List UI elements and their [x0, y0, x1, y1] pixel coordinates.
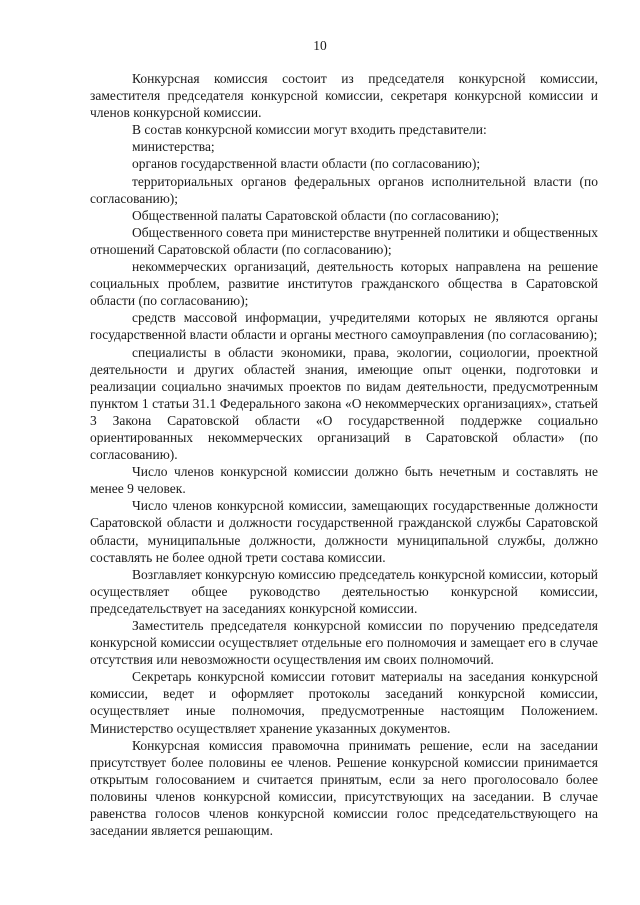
paragraph-chairman: Возглавляет конкурсную комиссию председатель конкурсной комиссии, который осуществляет общее руководство деятельностью конкурсной комиссии, председательствует на заседаниях конкурсной комиссии.	[90, 566, 598, 616]
paragraph-officials-share: Число членов конкурсной комиссии, замещающих государственные должности Саратовской области и должности государственной гражданской службы Саратовской области, муниципальные должности, должности муниципальной службы, должно составлять не более одной трети состава комиссии.	[90, 498, 598, 565]
list-item-mass-media: средств массовой информации, учредителями которых не являются органы государственной власти области и органы местного самоуправления (по согласованию);	[90, 310, 598, 343]
paragraph-representatives-intro: В состав конкурсной комиссии могут входить представители:	[132, 122, 487, 138]
list-item-specialists: специалисты в области экономики, права, экологии, социологии, проектной деятельности и других областей знания, имеющие опыт оценки, подготовки и реализации социально значимых проектов по видам деятельности, предусмотренным пунктом 1 статьи 31.1 Федерального закона «О некоммерческих организациях», статьей 3 Закона Саратовской области «О государственной поддержке социально ориентированных некоммерческих организаций в Саратовской области» (по согласованию).	[90, 344, 598, 463]
list-item-ministry: министерства;	[132, 139, 215, 155]
paragraph-quorum-voting: Конкурсная комиссия правомочна принимать решение, если на заседании присутствует более половины ее членов. Решение конкурсной комиссии принимается открытым голосованием и считается принятым, если за него проголосовало более половины членов конкурсной комиссии, присутствующих на заседании. В случае равенства голосов членов конкурсной комиссии голос председательствующего на заседании является решающим.	[90, 737, 598, 839]
paragraph-member-count: Число членов конкурсной комиссии должно быть нечетным и составлять не менее 9 человек.	[90, 464, 598, 497]
list-item-nonprofits: некоммерческих организаций, деятельность которых направлена на решение социальных проблем, развитие институтов гражданского общества в Саратовской области (по согласованию);	[90, 259, 598, 309]
paragraph-commission-composition: Конкурсная комиссия состоит из председателя конкурсной комиссии, заместителя председателя конкурсной комиссии, секретаря конкурсной комиссии и членов конкурсной комиссии.	[90, 71, 598, 121]
paragraph-secretary: Секретарь конкурсной комиссии готовит материалы на заседания конкурсной комиссии, ведет и оформляет протоколы заседаний конкурсной комиссии, осуществляет иные полномочия, предусмотренные настоящим Положением. Министерство осуществляет хранение указанных документов.	[90, 669, 598, 736]
document-body	[90, 70, 598, 839]
list-item-public-council: Общественного совета при министерстве внутренней политики и общественных отношений Саратовской области (по согласованию);	[90, 224, 598, 257]
list-item-state-authorities: органов государственной власти области (по согласованию);	[132, 156, 481, 172]
list-item-federal-bodies: территориальных органов федеральных органов исполнительной власти (по согласованию);	[90, 173, 598, 206]
list-item-public-chamber: Общественной палаты Саратовской области (по согласованию);	[132, 207, 500, 223]
page-number: 10	[313, 38, 327, 53]
paragraph-deputy-chairman: Заместитель председателя конкурсной комиссии по поручению председателя конкурсной комиссии осуществляет отдельные его полномочия и замещает его в случае отсутствия или невозможности осуществления им своих полномочий.	[90, 618, 598, 668]
